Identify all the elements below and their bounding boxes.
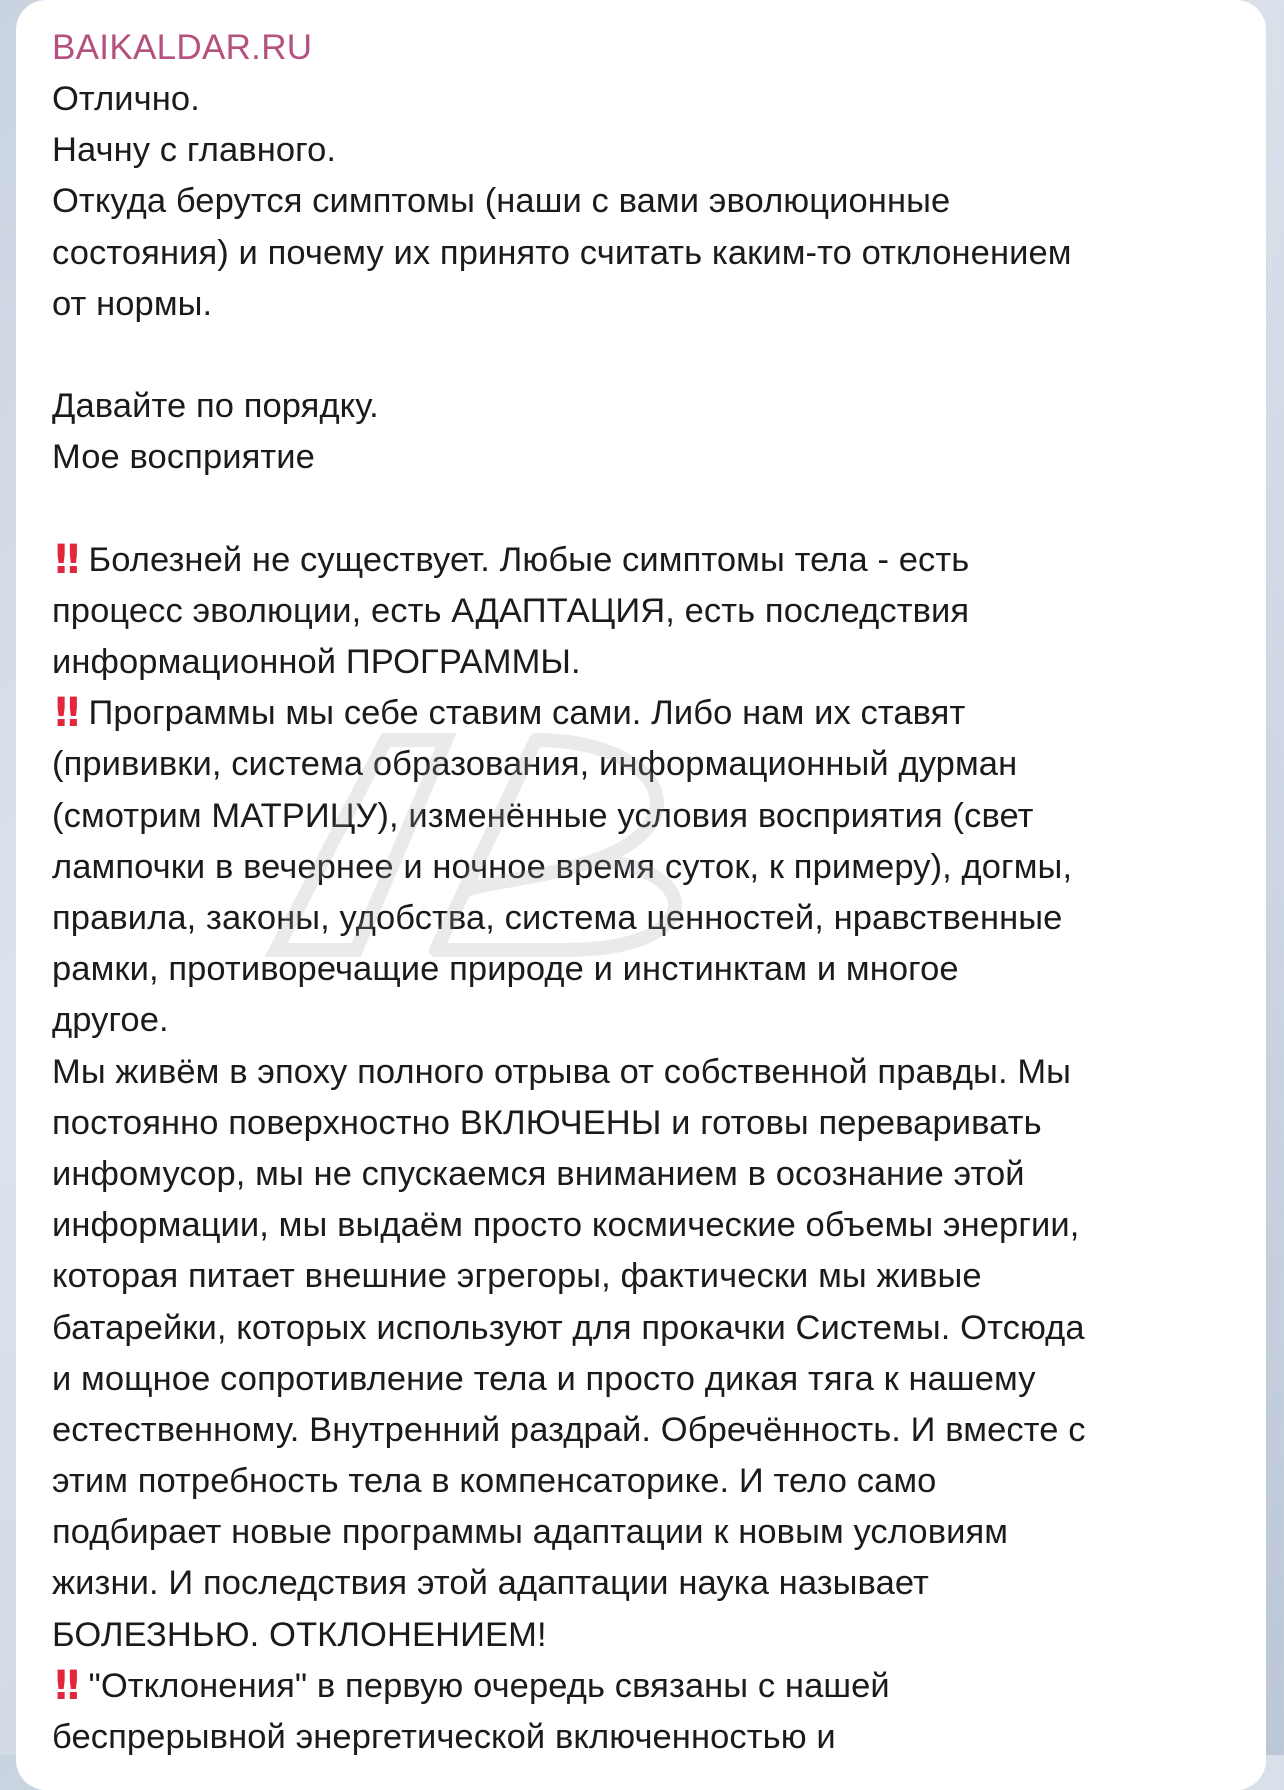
message-line: этим потребность тела в компенсаторике. И тело само bbox=[52, 1462, 937, 1501]
message-line: естественному. Внутренний раздрай. Обречённость. И вместе с bbox=[52, 1410, 1086, 1449]
message-line: инфомусор, мы не спускаемся вниманием в осознание этой bbox=[52, 1154, 1025, 1193]
message-line bbox=[52, 688, 1236, 739]
message-line: беспрерывной энергетической включенностью и bbox=[52, 1718, 836, 1756]
message-line: Начну с главного. bbox=[52, 131, 337, 170]
message-line: рамки, противоречащие природе и инстинктам и многое bbox=[52, 950, 959, 989]
message-line: подбирает новые программы адаптации к новым условиям bbox=[52, 1513, 1009, 1552]
message-line: постоянно поверхностно ВКЛЮЧЕНЫ и готовы переваривать bbox=[52, 1103, 1042, 1142]
message-line: правила, законы, удобства, система ценностей, нравственные bbox=[52, 899, 1063, 937]
message-line-text: Болезней не существует. Любые симптомы тела - есть bbox=[88, 540, 970, 579]
message-line: которая питает внешние эгрегоры, фактически мы живые bbox=[52, 1257, 982, 1296]
message-line: другое. bbox=[52, 1001, 169, 1040]
message-text bbox=[52, 74, 1236, 1763]
message-line: батарейки, которых используют для прокачки Системы. Отсюда bbox=[52, 1308, 1085, 1347]
message-line bbox=[52, 535, 1236, 586]
sender-name[interactable]: BAIKALDAR.RU bbox=[52, 28, 313, 67]
message-line: информации, мы выдаём просто космические объемы энергии, bbox=[52, 1206, 1080, 1245]
message-line: и мощное сопротивление тела и просто дикая тяга к нашему bbox=[52, 1359, 1036, 1398]
blank-line bbox=[52, 484, 1236, 535]
double-exclamation-icon: !! bbox=[52, 536, 77, 583]
message-line-text: "Отклонения" в первую очередь связаны с нашей bbox=[88, 1666, 890, 1705]
message-line: состояния) и почему их принято считать каким-то отклонением bbox=[52, 233, 1072, 272]
message-bubble[interactable] bbox=[16, 0, 1266, 1790]
message-line bbox=[52, 1661, 1236, 1712]
message-line: Мы живём в эпоху полного отрыва от собственной правды. Мы bbox=[52, 1052, 1072, 1091]
message-line: Давайте по порядку. bbox=[52, 387, 379, 426]
message-line: процесс эволюции, есть АДАПТАЦИЯ, есть последствия bbox=[52, 591, 970, 630]
message-line: Мое восприятие bbox=[52, 438, 315, 477]
message-line: от нормы. bbox=[52, 284, 213, 323]
message-line: (прививки, система образования, информационный дурман bbox=[52, 745, 1018, 784]
message-line: информационной ПРОГРАММЫ. bbox=[52, 643, 581, 682]
message-line: Отлично. bbox=[52, 80, 200, 118]
blank-line bbox=[52, 330, 1236, 381]
message-line: (смотрим МАТРИЦУ), изменённые условия восприятия (свет bbox=[52, 796, 1034, 835]
double-exclamation-icon: !! bbox=[52, 690, 77, 737]
message-line: Откуда берутся симптомы (наши с вами эволюционные bbox=[52, 182, 951, 221]
message-line: БОЛЕЗНЬЮ. ОТКЛОНЕНИЕМ! bbox=[52, 1615, 547, 1654]
double-exclamation-icon: !! bbox=[52, 1662, 77, 1709]
message-line-text: Программы мы себе ставим сами. Либо нам их ставят bbox=[88, 694, 966, 733]
message-line: жизни. И последствия этой адаптации наука называет bbox=[52, 1564, 929, 1603]
message-line: лампочки в вечернее и ночное время суток, к примеру), догмы, bbox=[52, 847, 1073, 886]
